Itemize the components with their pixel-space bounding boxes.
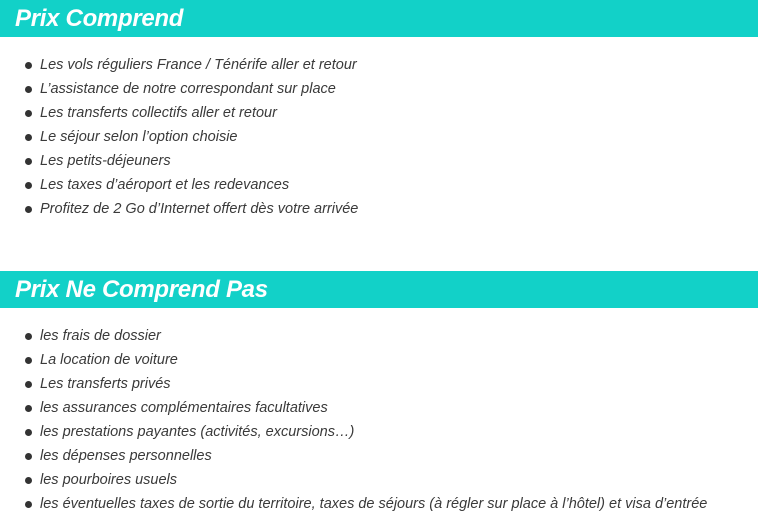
list-item: [0, 125, 758, 149]
list-item: [0, 444, 758, 468]
list-item: [0, 101, 758, 125]
bullet-icon: [25, 110, 32, 117]
list-item: [0, 348, 758, 372]
list-item-text: les frais de dossier: [40, 328, 161, 344]
list-item-text: L’assistance de notre correspondant sur place: [40, 81, 336, 97]
list-item-text: Les petits-déjeuners: [40, 153, 171, 169]
list-item: [0, 396, 758, 420]
bullet-icon: [25, 357, 32, 364]
bullet-icon: [25, 62, 32, 69]
bullet-icon: [25, 429, 32, 436]
list-item-text: les dépenses personnelles: [40, 448, 212, 464]
bullet-icon: [25, 477, 32, 484]
price-includes-section: [0, 0, 758, 221]
bullet-icon: [25, 453, 32, 460]
price-includes-list: [0, 53, 758, 221]
list-item: [0, 468, 758, 492]
list-item-text: Les transferts privés: [40, 376, 171, 392]
list-item: [0, 77, 758, 101]
bullet-icon: [25, 86, 32, 93]
list-item-text: les assurances complémentaires facultatives: [40, 400, 328, 416]
list-item-text: Les transferts collectifs aller et retour: [40, 105, 277, 121]
bullet-icon: [25, 501, 32, 508]
list-item-text: les éventuelles taxes de sortie du territoire, taxes de séjours (à régler sur place à l’hôtel) et visa d’entrée: [40, 496, 708, 512]
list-item: [0, 492, 758, 516]
bullet-icon: [25, 333, 32, 340]
list-item: [0, 324, 758, 348]
bullet-icon: [25, 134, 32, 141]
list-item: [0, 149, 758, 173]
list-item-text: Les taxes d’aéroport et les redevances: [40, 177, 290, 193]
price-excludes-section: [0, 271, 758, 516]
price-includes-header: [0, 0, 758, 37]
bullet-icon: [25, 158, 32, 165]
list-item: [0, 197, 758, 221]
list-item-text: les pourboires usuels: [40, 472, 178, 488]
price-includes-title: Prix Comprend: [15, 4, 184, 32]
bullet-icon: [25, 405, 32, 412]
list-item-text: Les vols réguliers France / Ténérife aller et retour: [40, 57, 357, 73]
bullet-icon: [25, 182, 32, 189]
bullet-icon: [25, 206, 32, 213]
list-item: [0, 420, 758, 444]
list-item-text: La location de voiture: [40, 352, 178, 368]
list-item-text: Profitez de 2 Go d’Internet offert dès votre arrivée: [40, 201, 359, 217]
price-excludes-title: Prix Ne Comprend Pas: [15, 275, 268, 303]
list-item: [0, 173, 758, 197]
bullet-icon: [25, 381, 32, 388]
price-excludes-list: [0, 324, 758, 516]
list-item: [0, 372, 758, 396]
list-item-text: les prestations payantes (activités, excursions…): [40, 424, 355, 440]
list-item-text: Le séjour selon l’option choisie: [40, 129, 238, 145]
list-item: [0, 53, 758, 77]
price-excludes-header: [0, 271, 758, 308]
